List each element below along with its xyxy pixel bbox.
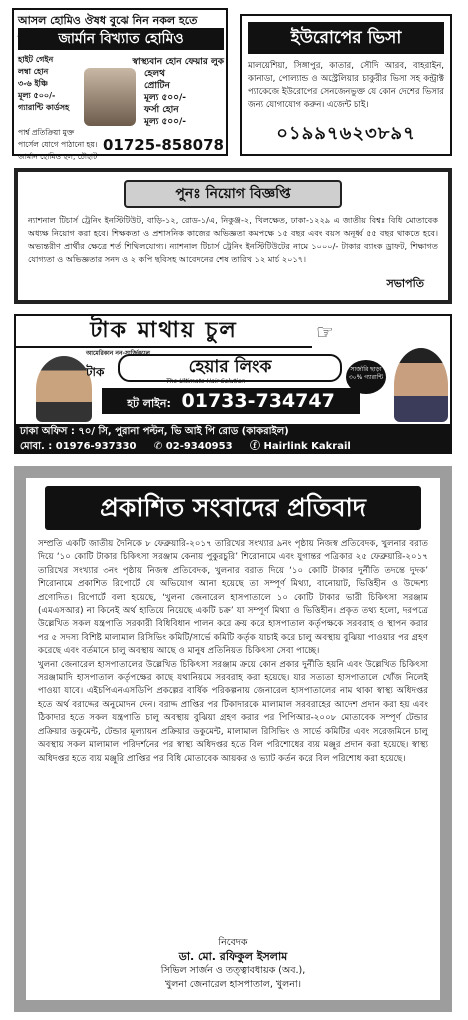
homeo-product-line: ফর্সা হোন	[144, 105, 179, 115]
guarantee-badge: সার্জারি ছাড়া ৩০% গ্যারান্টি	[346, 360, 386, 394]
hair-small-tag-text: আমেরিকান নন-সার্জিক্যাল	[86, 350, 150, 357]
notice-inner	[26, 478, 440, 1000]
homeo-left-line: লম্বা হোন	[18, 67, 49, 76]
signoff-role: সিভিল সার্জন ও তত্ত্বাবধায়ক (অব.),	[160, 965, 306, 976]
notice-body	[38, 538, 428, 766]
homeo-left-line: মূল্য ৫০০/-	[18, 91, 56, 100]
homeo-title: জার্মান বিখ্যাত হোমিও	[18, 28, 224, 50]
notice-paragraph: সম্প্রতি একটি জাতীয় দৈনিকে ৮ ফেব্রুয়ারি-২০১৭ তারিখের সংখ্যার ৯নং পৃষ্ঠায় নিজস্ব প্রতিবেদক, খুলনার বরাত দিয়ে ‘১০ কোটি টাকার চিকিৎসা সরঞ্জাম কেনায় পুকুরচুরি’ শিরোনামে এবং যুগান্তর পত্রিকার ২৫ ফেব্রুয়ারি-২০১৭ তারিখের সংখ্যার ৩নং পৃষ্ঠায় নিজস্ব প্রতিবেদক, খুলনার বরাত দিয়ে ‘১০ কোটি টাকার দুর্নীতি তদন্তে দুদক’ শিরোনামে প্রকাশিত রিপোর্টে যে অভিযোগ আনা হয়েছে তা সম্পূর্ণ মিথ্যা, বানোয়াট, ভিত্তিহীন ও উদ্দেশ্য প্রণোদিত। রিপোর্টে বলা হয়েছে, ‘খুলনা জেনারেল হাসপাতালে ১০ কোটি টাকার ভারী চিকিৎসা সরঞ্জাম (এমএসআর) না কিনেই অর্থ হাতিয়ে নিয়েছে একটি চক্র’ যা সম্পূর্ণ মিথ্যা ও ভিত্তিহীন। প্রকৃত তথ্য হলো, দরপত্রে উল্লেখিত সকল যন্ত্রপাতি সরকারী বিধিবিধান পালন করে ক্রয় করে হাসপাতাল কর্তৃপক্ষকে সরবরাহ ও স্থাপন করার পর ৫ সদস্য বিশিষ্ট মালামাল রিসিভিং কমিটি/সার্ভে কমিটি কর্তৃক যাচাই করে চালু অবস্থায় বুঝিয়া পাওয়ার পর গ্রহণ করেছে এবং বর্তমানে চালু অবস্থায় আছে ও মানুষ প্রতিনিয়ত চিকিৎসা সেবা পাচ্ছে।	[38, 539, 428, 657]
signoff-org: খুলনা জেনারেল হাসপাতাল, খুলনা।	[164, 979, 302, 990]
homeo-product-line: মূল্য ৫০০/-	[144, 117, 187, 127]
hair-facebook: ⓕ Hairlink Kakrail	[250, 441, 351, 452]
man-with-hair-photo	[394, 348, 448, 422]
homeo-footer	[18, 128, 224, 161]
recruitment-title: পুনঃ নিয়োগ বিজ্ঞপ্তি	[124, 180, 342, 208]
hair-banner: টাক মাথায় চুল	[16, 316, 312, 348]
hair-ad	[14, 314, 452, 454]
hotline-label: হট লাইন:	[127, 397, 171, 410]
homeo-shop: জার্মান হোমিও হল, চৌহাট	[18, 152, 98, 161]
notice-title: প্রকাশিত সংবাদের প্রতিবাদ	[45, 486, 421, 530]
homeo-product-line: হেলথ	[144, 69, 165, 79]
recruitment-body: ন্যাশনাল টিচার্স ট্রেনিং ইনস্টিটিউট, বাড়ি-১২, রোড-১/এ, নিকুঞ্জ-২, খিলক্ষেত, ঢাকা-১২২৯ এ জাতীয় বিশ্বঃ বিধি মোতাবেক অধ্যক্ষ নিয়োগ করা হবে। শিক্ষকতা ও প্রশাসনিক কাজের অভিজ্ঞতা কমপক্ষে ১৫ বছর এবং বয়স অনূর্ধ্ব ৫৫ বছর থাকতে হবে। অভ্যন্তরীণ প্রার্থীর ক্ষেত্রে শর্ত শিথিলযোগ্য। ন্যাশনাল টিচার্স ট্রেনিং ইনস্টিটিউটের নামে ১০০০/- টাকার ব্যাংক ড্রাফট, শিক্ষাগত যোগ্যতা ও অভিজ্ঞতার সনদ ও ২ কপি ছবিসহ আবেদনের শেষ তারিখ ১২ মার্চ ২০১৭।	[28, 215, 438, 264]
hair-office-address: ঢাকা অফিস : ৭০/ সি, পুরানা পল্টন, ভি আই পি রোড (কাকরাইল)	[16, 424, 450, 440]
rebuttal-notice	[14, 466, 452, 1012]
signoff-label: নিবেদক	[218, 937, 248, 948]
homeo-ad	[12, 8, 228, 161]
homeo-side-effect: পার্শ্ব প্রতিক্রিয়া মুক্ত	[18, 128, 75, 137]
hair-mobile: মোবা. : 01976-937330	[20, 441, 137, 452]
homeo-phone: 01725-858078	[102, 136, 224, 154]
visa-phone: ০১৯৯৭৬২৩৮৯৭	[276, 123, 416, 144]
homeo-header: আসল হোমিও ঔষধ বুঝে নিন নকল হতে	[18, 14, 198, 27]
hair-brand: হেয়ার লিংক	[118, 354, 342, 382]
pointing-hand-icon: ☞	[316, 320, 334, 344]
homeo-product-line: মূল্য ৫০০/-	[144, 93, 187, 103]
hair-hotline	[102, 388, 360, 414]
recruitment-ad	[14, 168, 452, 304]
notice-paragraph: খুলনা জেনারেল হাসপাতালের উল্লেখিত চিকিৎসা সরঞ্জাম ক্রয়ে কোন প্রকার দুর্নীতি হয়নি এবং উল্লেখিত চিকিৎসা সরঞ্জামাদি হাসপাতাল কর্তৃপক্ষের কাছে যথানিয়মে সরবরাহ করা হয়েছে। যার সত্যতা হাসপাতালে খোঁজ নিলেই পাওয়া যাবে। এইচপিএনএসডিপি প্রকল্পের বার্ষিক পরিকল্পনায় জেনারেল হাসপাতালের নাম থাকা স্বাস্থ্য অধিদপ্তর হতে অর্থ বরাদ্দের অনুমোদন দেন। বরাদ্দ প্রাপ্তির পর টিকাদারকে মালামাল সরবরাহের আদেশ প্রদান করা হয় এবং ঠিকাদার হতে সকল যন্ত্রপাতি চালু অবস্থায় বুঝিয়া গ্রহণ করার পর পিপিআর-২০০৮ মোতাবেক সম্পূর্ণ টেন্ডার প্রক্রিয়ার ডকুমেন্ট, টেন্ডার মূল্যায়ন প্রক্রিয়ার ডকুমেন্ট, মালামাল রিসিভিং ও সার্ভে কমিটির এবং সরেজমিনে চালু অবস্থায় সকল মালামাল পরিদর্শনের পর স্বাস্থ্য অধিদপ্তর হতে বিল পরিশোধের ব্যয় মঞ্জুর প্রদান করা হয়েছে। স্বাস্থ্য অধিদপ্তর হতে ব্যয় মঞ্জুরি প্রাপ্তির পর বিধি মোতাবেক আয়কর ও ভ্যাট কর্তন করে বিল পরিশোধ করা হয়েছে।	[38, 659, 428, 764]
visa-ad	[240, 14, 452, 156]
notice-signoff	[26, 936, 440, 992]
homeo-parcel: পার্সেল যোগে পাঠানো হয়।	[18, 140, 98, 149]
hair-brand-subtitle: The Ultimate Hair Solution	[166, 378, 246, 385]
homeo-left-line: ৩-৬ ইঞ্চি	[18, 79, 48, 88]
hotline-number: 01733-734747	[181, 390, 335, 412]
recruitment-signatory: সভাপতি	[386, 277, 424, 290]
hair-contacts	[16, 440, 450, 454]
visa-title: ইউরোপের ভিসা	[248, 22, 444, 54]
homeo-slogan: স্বাস্থ্যবান হোন ফেয়ার লুক	[132, 57, 224, 67]
signoff-name: ডা. মো. রফিকুল ইসলাম	[178, 950, 288, 963]
homeo-left-line: গ্যারান্টি কার্ডসহ	[18, 103, 70, 112]
homeo-product-line: প্রোটিন	[144, 81, 170, 91]
visa-body: মালয়েশিয়া, সিঙ্গাপুর, কাতার, সৌদি আরব, বাহরাইন, কানাডা, পোল্যান্ড ও অস্ট্রেলিয়ার চাকুরীর ভিসা সহ কন্ট্রাক্ট প্যাকেজে ইউরোপের সেনজেনভুক্ত যে কোন দেশের ভিসার জন্য যোগাযোগ করুন। এজেন্ট চাই।	[248, 61, 444, 110]
homeo-left-line: হাইট গেইন	[18, 55, 54, 64]
bodybuilder-photo	[84, 68, 136, 126]
homeo-left-list	[18, 54, 76, 114]
homeo-product-list	[144, 68, 224, 128]
hair-tel: ✆ 02-9340953	[153, 441, 233, 452]
hair-tag-left: টাক	[86, 365, 105, 379]
bald-man-photo	[36, 356, 92, 422]
